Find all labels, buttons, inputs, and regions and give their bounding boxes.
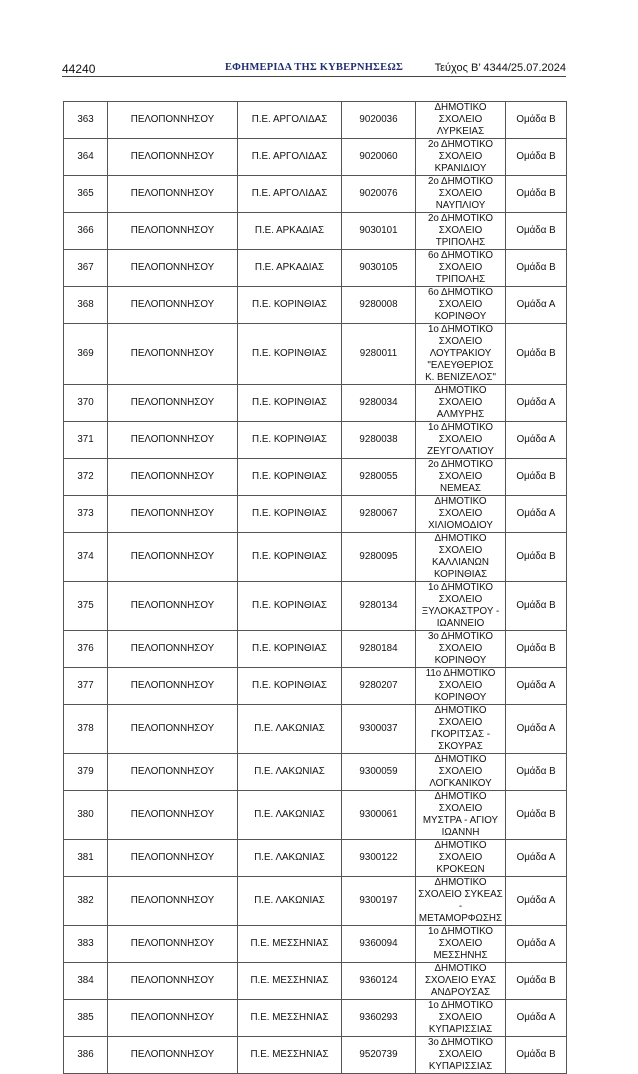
school-name-cell <box>416 926 506 963</box>
region-cell: ΠΕΛΟΠΟΝΝΗΣΟΥ <box>108 754 238 791</box>
row-number-cell: 373 <box>64 496 108 533</box>
row-number-cell: 375 <box>64 582 108 631</box>
region-cell: ΠΕΛΟΠΟΝΝΗΣΟΥ <box>108 582 238 631</box>
regional-unit-cell: Π.Ε. ΑΡΓΟΛΙΔΑΣ <box>238 176 342 213</box>
group-cell: Ομάδα Β <box>506 250 567 287</box>
school-code-cell: 9300061 <box>342 791 416 840</box>
school-name-cell <box>416 963 506 1000</box>
schools-table-body <box>64 102 567 1074</box>
school-name-cell <box>416 840 506 877</box>
school-code-cell: 9030101 <box>342 213 416 250</box>
school-name-line: 1ο ΔΗΜΟΤΙΚΟ ΣΧΟΛΕΙΟ <box>427 582 494 605</box>
regional-unit-cell: Π.Ε. ΑΡΓΟΛΙΔΑΣ <box>238 102 342 139</box>
school-name-line: 6ο ΔΗΜΟΤΙΚΟ ΣΧΟΛΕΙΟ <box>427 250 494 273</box>
region-cell: ΠΕΛΟΠΟΝΝΗΣΟΥ <box>108 840 238 877</box>
school-name-cell <box>416 1037 506 1074</box>
school-name-cell <box>416 422 506 459</box>
school-name-line: ΔΗΜΟΤΙΚΟ ΣΧΟΛΕΙΟ <box>434 840 487 863</box>
table-row <box>64 176 567 213</box>
regional-unit-cell: Π.Ε. ΜΕΣΣΗΝΙΑΣ <box>238 1037 342 1074</box>
region-cell: ΠΕΛΟΠΟΝΝΗΣΟΥ <box>108 139 238 176</box>
group-cell: Ομάδα Β <box>506 102 567 139</box>
row-number-cell: 380 <box>64 791 108 840</box>
school-name-line: ΑΝΔΡΟΥΣΑΣ <box>430 987 491 998</box>
school-name-cell <box>416 582 506 631</box>
regional-unit-cell: Π.Ε. ΑΡΚΑΔΙΑΣ <box>238 250 342 287</box>
region-cell: ΠΕΛΟΠΟΝΝΗΣΟΥ <box>108 102 238 139</box>
school-name-cell <box>416 176 506 213</box>
group-cell: Ομάδα Β <box>506 631 567 668</box>
region-cell: ΠΕΛΟΠΟΝΝΗΣΟΥ <box>108 668 238 705</box>
region-cell: ΠΕΛΟΠΟΝΝΗΣΟΥ <box>108 926 238 963</box>
row-number-cell: 379 <box>64 754 108 791</box>
school-name-line: ΛΟΥΤΡΑΚΙΟΥ "ΕΛΕΥΘΕΡΙΟΣ <box>427 348 494 371</box>
school-code-cell: 9280011 <box>342 324 416 385</box>
table-row <box>64 791 567 840</box>
schools-table <box>63 101 567 1074</box>
school-name-cell <box>416 324 506 385</box>
school-name-line: ΚΟΡΙΝΘΟΥ <box>434 692 487 703</box>
school-code-cell: 9030105 <box>342 250 416 287</box>
school-name-cell <box>416 250 506 287</box>
regional-unit-cell: Π.Ε. ΜΕΣΣΗΝΙΑΣ <box>238 926 342 963</box>
school-name-cell <box>416 102 506 139</box>
group-cell: Ομάδα Α <box>506 1000 567 1037</box>
school-code-cell: 9280095 <box>342 533 416 582</box>
regional-unit-cell: Π.Ε. ΚΟΡΙΝΘΙΑΣ <box>238 631 342 668</box>
regional-unit-cell: Π.Ε. ΚΟΡΙΝΘΙΑΣ <box>238 533 342 582</box>
school-name-line: ΚΥΠΑΡΙΣΣΙΑΣ <box>428 1024 493 1035</box>
table-row <box>64 877 567 926</box>
group-cell: Ομάδα Α <box>506 668 567 705</box>
row-number-cell: 371 <box>64 422 108 459</box>
table-row <box>64 840 567 877</box>
school-code-cell: 9280038 <box>342 422 416 459</box>
school-name-line: ΤΡΙΠΟΛΗΣ <box>435 237 486 248</box>
regional-unit-cell: Π.Ε. ΜΕΣΣΗΝΙΑΣ <box>238 963 342 1000</box>
regional-unit-cell: Π.Ε. ΜΕΣΣΗΝΙΑΣ <box>238 1000 342 1037</box>
school-name-line: ΝΑΥΠΛΙΟΥ <box>435 200 486 211</box>
school-name-line: ΔΗΜΟΤΙΚΟ ΣΧΟΛΕΙΟ <box>434 754 487 777</box>
regional-unit-cell: Π.Ε. ΚΟΡΙΝΘΙΑΣ <box>238 324 342 385</box>
school-name-line: Κ. ΒΕΝΙΖΕΛΟΣ" <box>425 372 496 383</box>
school-name-line: ΚΡΑΝΙΔΙΟΥ <box>434 163 487 174</box>
table-row <box>64 582 567 631</box>
regional-unit-cell: Π.Ε. ΛΑΚΩΝΙΑΣ <box>238 791 342 840</box>
region-cell: ΠΕΛΟΠΟΝΝΗΣΟΥ <box>108 631 238 668</box>
region-cell: ΠΕΛΟΠΟΝΝΗΣΟΥ <box>108 1037 238 1074</box>
school-name-line: 3ο ΔΗΜΟΤΙΚΟ ΣΧΟΛΕΙΟ <box>427 631 494 654</box>
school-code-cell: 9520739 <box>342 1037 416 1074</box>
row-number-cell: 364 <box>64 139 108 176</box>
school-name-line: ΛΟΓΚΑΝΙΚΟΥ <box>429 778 492 789</box>
table-row <box>64 250 567 287</box>
school-name-line: ΝΕΜΕΑΣ <box>440 483 481 494</box>
table-row <box>64 496 567 533</box>
group-cell: Ομάδα Α <box>506 877 567 926</box>
regional-unit-cell: Π.Ε. ΑΡΚΑΔΙΑΣ <box>238 213 342 250</box>
table-row <box>64 385 567 422</box>
group-cell: Ομάδα Β <box>506 324 567 385</box>
table-row <box>64 533 567 582</box>
region-cell: ΠΕΛΟΠΟΝΝΗΣΟΥ <box>108 877 238 926</box>
school-name-cell <box>416 668 506 705</box>
school-name-cell <box>416 213 506 250</box>
school-code-cell: 9280184 <box>342 631 416 668</box>
row-number-cell: 378 <box>64 705 108 754</box>
school-name-line: ΜΕΣΣΗΝΗΣ <box>433 950 488 961</box>
school-name-cell <box>416 287 506 324</box>
school-code-cell: 9360293 <box>342 1000 416 1037</box>
region-cell: ΠΕΛΟΠΟΝΝΗΣΟΥ <box>108 533 238 582</box>
table-row <box>64 1000 567 1037</box>
school-name-line: 1ο ΔΗΜΟΤΙΚΟ ΣΧΟΛΕΙΟ <box>427 926 494 949</box>
school-code-cell: 9020036 <box>342 102 416 139</box>
school-name-line: 2ο ΔΗΜΟΤΙΚΟ ΣΧΟΛΕΙΟ <box>427 459 494 482</box>
school-name-line: 1ο ΔΗΜΟΤΙΚΟ ΣΧΟΛΕΙΟ <box>427 324 494 347</box>
school-code-cell: 9280067 <box>342 496 416 533</box>
regional-unit-cell: Π.Ε. ΑΡΓΟΛΙΔΑΣ <box>238 139 342 176</box>
school-name-line: 6ο ΔΗΜΟΤΙΚΟ ΣΧΟΛΕΙΟ <box>427 287 494 310</box>
school-name-cell <box>416 496 506 533</box>
school-code-cell: 9300037 <box>342 705 416 754</box>
row-number-cell: 370 <box>64 385 108 422</box>
table-row <box>64 705 567 754</box>
school-name-cell <box>416 459 506 496</box>
table-row <box>64 422 567 459</box>
group-cell: Ομάδα Α <box>506 840 567 877</box>
school-name-line: ΞΥΛΟΚΑΣΤΡΟΥ - ΙΩΑΝΝΕΙΟ <box>421 606 500 629</box>
school-name-line: ΓΚΟΡΙΤΣΑΣ - ΣΚΟΥΡΑΣ <box>430 729 491 752</box>
regional-unit-cell: Π.Ε. ΚΟΡΙΝΘΙΑΣ <box>238 459 342 496</box>
school-name-cell <box>416 533 506 582</box>
row-number-cell: 383 <box>64 926 108 963</box>
school-name-line: ΤΡΙΠΟΛΗΣ <box>435 274 486 285</box>
school-name-cell <box>416 631 506 668</box>
table-row <box>64 631 567 668</box>
row-number-cell: 386 <box>64 1037 108 1074</box>
table-row <box>64 668 567 705</box>
school-name-line: ΧΙΛΙΟΜΟΔΙΟΥ <box>428 520 493 531</box>
group-cell: Ομάδα Β <box>506 139 567 176</box>
group-cell: Ομάδα Β <box>506 213 567 250</box>
school-name-line: 11ο ΔΗΜΟΤΙΚΟ ΣΧΟΛΕΙΟ <box>425 668 496 691</box>
regional-unit-cell: Π.Ε. ΛΑΚΩΝΙΑΣ <box>238 840 342 877</box>
school-name-line: ΜΥΣΤΡΑ - ΑΓΙΟΥ ΙΩΑΝΝΗ <box>422 815 499 838</box>
region-cell: ΠΕΛΟΠΟΝΝΗΣΟΥ <box>108 705 238 754</box>
school-name-line: ΚΑΛΛΙΑΝΩΝ ΚΟΡΙΝΘΙΑΣ <box>432 557 489 580</box>
regional-unit-cell: Π.Ε. ΛΑΚΩΝΙΑΣ <box>238 705 342 754</box>
school-code-cell: 9300122 <box>342 840 416 877</box>
school-name-line: ΔΗΜΟΤΙΚΟ ΣΧΟΛΕΙΟ <box>434 705 487 728</box>
group-cell: Ομάδα Β <box>506 791 567 840</box>
group-cell: Ομάδα Α <box>506 496 567 533</box>
region-cell: ΠΕΛΟΠΟΝΝΗΣΟΥ <box>108 422 238 459</box>
table-row <box>64 287 567 324</box>
school-code-cell: 9280055 <box>342 459 416 496</box>
school-code-cell: 9020076 <box>342 176 416 213</box>
row-number-cell: 374 <box>64 533 108 582</box>
region-cell: ΠΕΛΟΠΟΝΝΗΣΟΥ <box>108 213 238 250</box>
group-cell: Ομάδα Β <box>506 963 567 1000</box>
school-name-line: 1ο ΔΗΜΟΤΙΚΟ ΣΧΟΛΕΙΟ <box>427 422 494 445</box>
school-name-line: ΔΗΜΟΤΙΚΟ <box>434 877 487 888</box>
row-number-cell: 384 <box>64 963 108 1000</box>
school-name-line: ΣΧΟΛΕΙΟ ΣΥΚΕΑΣ - <box>418 889 503 912</box>
row-number-cell: 385 <box>64 1000 108 1037</box>
region-cell: ΠΕΛΟΠΟΝΝΗΣΟΥ <box>108 250 238 287</box>
region-cell: ΠΕΛΟΠΟΝΝΗΣΟΥ <box>108 176 238 213</box>
school-code-cell: 9360094 <box>342 926 416 963</box>
regional-unit-cell: Π.Ε. ΚΟΡΙΝΘΙΑΣ <box>238 422 342 459</box>
group-cell: Ομάδα Α <box>506 287 567 324</box>
table-row <box>64 963 567 1000</box>
school-name-cell <box>416 705 506 754</box>
school-name-line: ΔΗΜΟΤΙΚΟ ΣΧΟΛΕΙΟ <box>434 102 487 125</box>
table-row <box>64 754 567 791</box>
region-cell: ΠΕΛΟΠΟΝΝΗΣΟΥ <box>108 324 238 385</box>
row-number-cell: 367 <box>64 250 108 287</box>
region-cell: ΠΕΛΟΠΟΝΝΗΣΟΥ <box>108 459 238 496</box>
group-cell: Ομάδα Β <box>506 533 567 582</box>
school-name-cell <box>416 791 506 840</box>
regional-unit-cell: Π.Ε. ΚΟΡΙΝΘΙΑΣ <box>238 668 342 705</box>
school-name-line: 2ο ΔΗΜΟΤΙΚΟ ΣΧΟΛΕΙΟ <box>427 176 494 199</box>
school-name-line: 2ο ΔΗΜΟΤΙΚΟ ΣΧΟΛΕΙΟ <box>427 139 494 162</box>
group-cell: Ομάδα Α <box>506 385 567 422</box>
row-number-cell: 376 <box>64 631 108 668</box>
school-name-cell <box>416 139 506 176</box>
row-number-cell: 381 <box>64 840 108 877</box>
school-code-cell: 9360124 <box>342 963 416 1000</box>
group-cell: Ομάδα Β <box>506 582 567 631</box>
school-code-cell: 9280008 <box>342 287 416 324</box>
school-name-line: 3ο ΔΗΜΟΤΙΚΟ ΣΧΟΛΕΙΟ <box>427 1037 494 1060</box>
row-number-cell: 377 <box>64 668 108 705</box>
issue-reference: Τεύχος Β’ 4344/25.07.2024 <box>434 62 566 74</box>
group-cell: Ομάδα Β <box>506 754 567 791</box>
school-code-cell: 9280034 <box>342 385 416 422</box>
table-row <box>64 1037 567 1074</box>
school-name-line: ΚΥΠΑΡΙΣΣΙΑΣ <box>428 1061 493 1072</box>
row-number-cell: 363 <box>64 102 108 139</box>
school-code-cell: 9020060 <box>342 139 416 176</box>
regional-unit-cell: Π.Ε. ΛΑΚΩΝΙΑΣ <box>238 877 342 926</box>
row-number-cell: 366 <box>64 213 108 250</box>
school-name-line: ΚΟΡΙΝΘΟΥ <box>434 655 487 666</box>
gazette-title: ΕΦΗΜΕΡΙΔΑ ΤΗΣ ΚΥΒΕΡΝΗΣΕΩΣ <box>224 62 404 73</box>
school-code-cell: 9300059 <box>342 754 416 791</box>
regional-unit-cell: Π.Ε. ΚΟΡΙΝΘΙΑΣ <box>238 287 342 324</box>
school-name-line: ΚΡΟΚΕΩΝ <box>436 864 485 875</box>
group-cell: Ομάδα Β <box>506 1037 567 1074</box>
school-name-line: ΛΥΡΚΕΙΑΣ <box>436 126 485 137</box>
region-cell: ΠΕΛΟΠΟΝΝΗΣΟΥ <box>108 791 238 840</box>
school-name-line: ΑΛΜΥΡΗΣ <box>436 409 485 420</box>
table-row <box>64 139 567 176</box>
regional-unit-cell: Π.Ε. ΛΑΚΩΝΙΑΣ <box>238 754 342 791</box>
school-code-cell: 9300197 <box>342 877 416 926</box>
school-name-line: ΔΗΜΟΤΙΚΟ ΣΧΟΛΕΙΟ <box>434 385 487 408</box>
table-row <box>64 213 567 250</box>
table-row <box>64 459 567 496</box>
group-cell: Ομάδα Β <box>506 459 567 496</box>
row-number-cell: 372 <box>64 459 108 496</box>
page-number: 44240 <box>62 62 96 76</box>
row-number-cell: 368 <box>64 287 108 324</box>
school-name-line: 1ο ΔΗΜΟΤΙΚΟ ΣΧΟΛΕΙΟ <box>427 1000 494 1023</box>
row-number-cell: 369 <box>64 324 108 385</box>
school-name-line: 2ο ΔΗΜΟΤΙΚΟ ΣΧΟΛΕΙΟ <box>427 213 494 236</box>
region-cell: ΠΕΛΟΠΟΝΝΗΣΟΥ <box>108 1000 238 1037</box>
school-name-line: ΔΗΜΟΤΙΚΟ ΣΧΟΛΕΙΟ <box>434 496 487 519</box>
school-name-cell <box>416 754 506 791</box>
regional-unit-cell: Π.Ε. ΚΟΡΙΝΘΙΑΣ <box>238 582 342 631</box>
region-cell: ΠΕΛΟΠΟΝΝΗΣΟΥ <box>108 963 238 1000</box>
school-name-line: ΔΗΜΟΤΙΚΟ ΣΧΟΛΕΙΟ <box>434 791 487 814</box>
group-cell: Ομάδα Α <box>506 422 567 459</box>
school-name-line: ΜΕΤΑΜΟΡΦΩΣΗΣ <box>418 913 503 924</box>
row-number-cell: 365 <box>64 176 108 213</box>
school-name-cell <box>416 385 506 422</box>
school-name-cell <box>416 1000 506 1037</box>
group-cell: Ομάδα Α <box>506 926 567 963</box>
region-cell: ΠΕΛΟΠΟΝΝΗΣΟΥ <box>108 496 238 533</box>
group-cell: Ομάδα Β <box>506 176 567 213</box>
school-name-cell <box>416 877 506 926</box>
table-row <box>64 102 567 139</box>
table-row <box>64 324 567 385</box>
regional-unit-cell: Π.Ε. ΚΟΡΙΝΘΙΑΣ <box>238 496 342 533</box>
school-code-cell: 9280207 <box>342 668 416 705</box>
group-cell: Ομάδα Α <box>506 705 567 754</box>
school-name-line: ΔΗΜΟΤΙΚΟ ΣΧΟΛΕΙΟ ΕΥΑΣ <box>424 963 497 986</box>
header-rule <box>62 76 566 77</box>
school-code-cell: 9280134 <box>342 582 416 631</box>
table-row <box>64 926 567 963</box>
region-cell: ΠΕΛΟΠΟΝΝΗΣΟΥ <box>108 385 238 422</box>
school-name-line: ΔΗΜΟΤΙΚΟ ΣΧΟΛΕΙΟ <box>434 533 487 556</box>
regional-unit-cell: Π.Ε. ΚΟΡΙΝΘΙΑΣ <box>238 385 342 422</box>
school-name-line: ΖΕΥΓΟΛΑΤΙΟΥ <box>427 446 494 457</box>
row-number-cell: 382 <box>64 877 108 926</box>
region-cell: ΠΕΛΟΠΟΝΝΗΣΟΥ <box>108 287 238 324</box>
school-name-line: ΚΟΡΙΝΘΟΥ <box>434 311 487 322</box>
